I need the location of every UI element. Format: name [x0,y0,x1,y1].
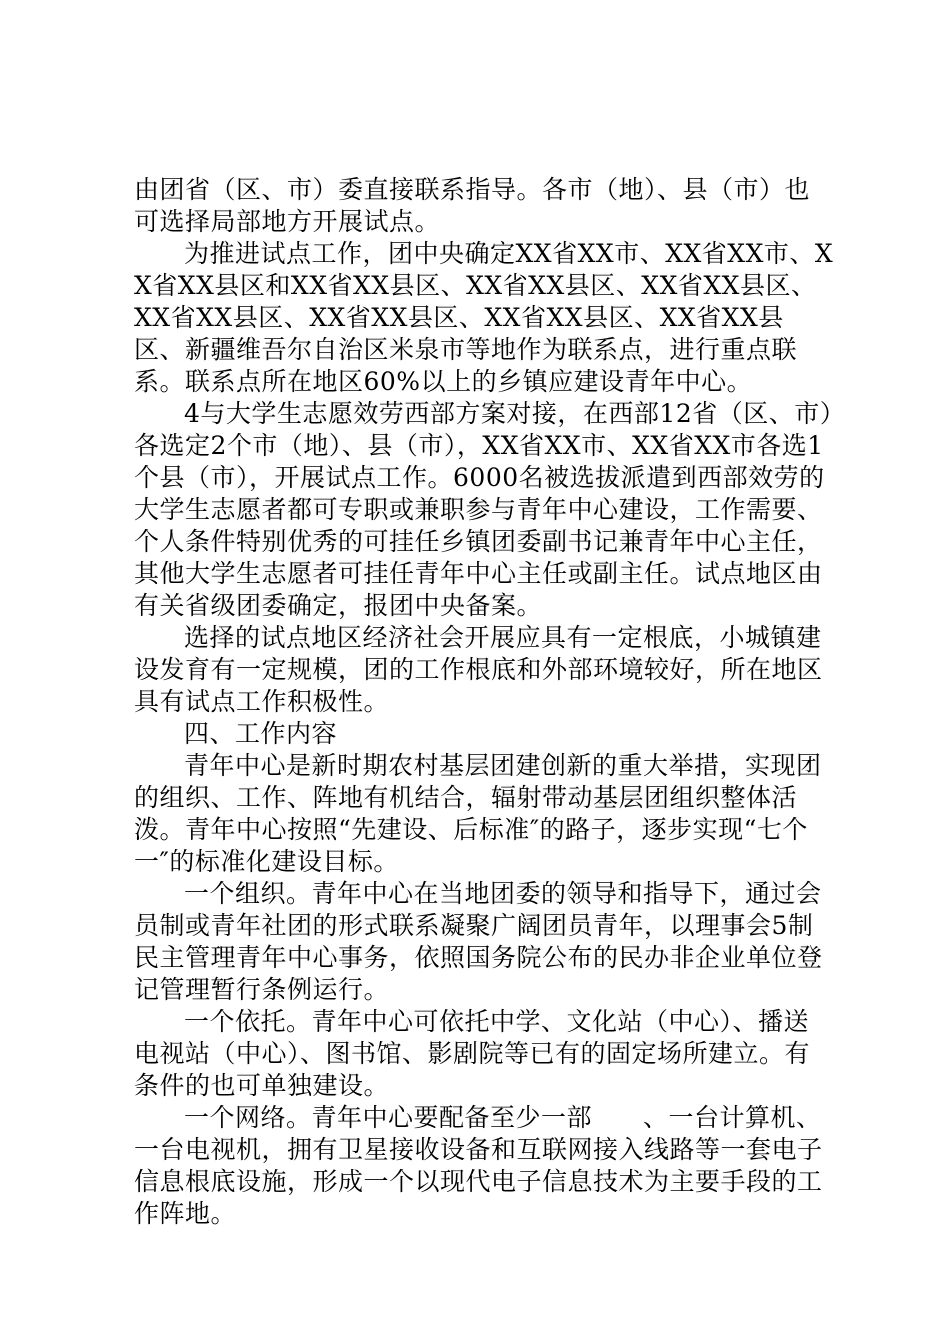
paragraph-5: 青年中心是新时期农村基层团建创新的重大举措，实现团的组织、工作、阵地有机结合，辐射带动基层团组织整体活泼。青年中心按照“先建设、后标准″的路子，逐步实现“七个一″的标准化建设目标。 [134,751,822,876]
section-heading: 四、工作内容 [184,719,338,748]
paragraph-2: 为推进试点工作，团中央确定XX省XX市、XX省XX市、XX省XX县区和XX省XX县区、XX省XX县区、XX省XX县区、XX省XX县区、XX省XX县区、XX省XX县区、XX省XX县区、新疆维吾尔自治区米泉市等地作为联系点，进行重点联系。联系点所在地区60%以上的乡镇应建设青年中心。 [134,239,834,396]
paragraph-3: 4与大学生志愿效劳西部方案对接，在西部12省（区、市）各选定2个市（地）、县（市），XX省XX市、XX省XX市各选1个县（市），开展试点工作。6000名被选拔派遣到西部效劳的大学生志愿者都可专职或兼职参与青年中心建设，工作需要、个人条件特别优秀的可挂任乡镇团委副书记兼青年中心主任，其他大学生志愿者可挂任青年中心主任或副主任。试点地区由有关省级团委确定，报团中央备案。 [134,399,833,620]
paragraph-7: 一个依托。青年中心可依托中学、文化站（中心）、播送电视站（中心）、图书馆、影剧院等已有的固定场所建立。有条件的也可单独建设。 [134,1007,811,1100]
paragraph-6: 一个组织。青年中心在当地团委的领导和指导下，通过会员制或青年社团的形式联系凝聚广阔团员青年，以理事会5制民主管理青年中心事务，依照国务院公布的民办非企业单位登记管理暂行条例运行。 [134,879,823,1004]
paragraph-1: 由团省（区、市）委直接联系指导。各市（地）、县（市）也可选择局部地方开展试点。 [134,175,811,236]
paragraph-4: 选择的试点地区经济社会开展应具有一定根底，小城镇建设发育有一定规模，团的工作根底和外部环境较好，所在地区具有试点工作积极性。 [134,623,823,716]
paragraph-8: 一个网络。青年中心要配备至少一部 、一台计算机、一台电视机，拥有卫星接收设备和互联网接入线路等一套电子信息根底设施，形成一个以现代电子信息技术为主要手段的工作阵地。 [134,1103,823,1228]
document-body [134,174,834,1230]
